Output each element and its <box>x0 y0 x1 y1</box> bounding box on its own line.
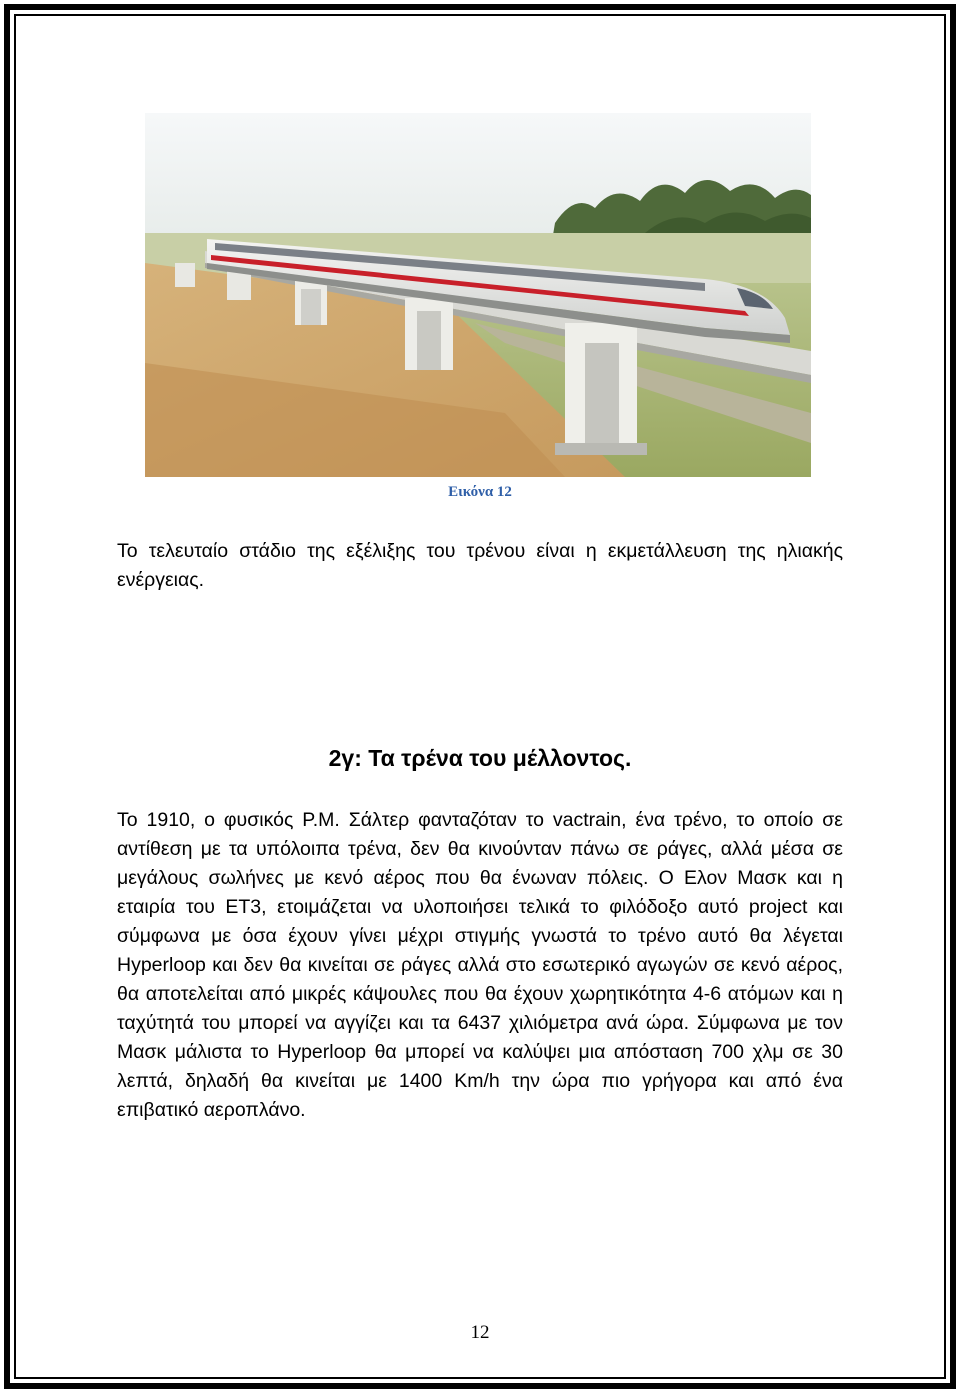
maglev-train-photo <box>145 113 811 477</box>
page-number: 12 <box>470 1322 490 1343</box>
figure-caption: Εικόνα 12 <box>448 484 512 500</box>
body-paragraph: Το 1910, ο φυσικός Ρ.Μ. Σάλτερ φανταζόταν το vactrain, ένα τρένο, το οποίο σε αντίθεση με τα υπόλοιπα τρένα, δεν θα κινούνταν πάνω σε ράγες, αλλά μέσα σε μεγάλους σωλήνες με κενό αέρος που θα ένωναν πόλεις. Ο Ελον Μασκ και η εταιρία του ET3, ετοιμάζεται να υλοποιήσει τελικά το φιλόδοξο αυτό project και σύμφωνα με όσα έχουν γίνει μέχρι στιγμής γνωστά το τρένο αυτό θα λέγεται Hyperloop και δεν θα κινείται σε ράγες αλλά στο εσωτερικό αγωγών σε κενό αέρος, θα αποτελείται από μικρές κάψουλες που θα έχουν χωρητικότητα 4-6 ατόμων και η ταχύτητά του μπορεί να αγγίζει και τα 6437 χιλιόμετρα ανά ώρα. Σύμφωνα με τον Μασκ μάλιστα το Hyperloop θα μπορεί να καλύψει μια απόσταση 700 χλμ σε 30 λεπτά, δηλαδή θα κινείται με 1400 Km/h την ώρα πιο γρήγορα και από ένα επιβατικό αεροπλάνο. <box>117 809 843 1121</box>
section-heading: 2γ: Τα τρένα του μέλλοντος. <box>328 745 632 771</box>
intro-paragraph: Το τελευταίο στάδιο της εξέλιξης του τρένου είναι η εκμετάλλευση της ηλιακής ενέργειας. <box>117 540 843 591</box>
